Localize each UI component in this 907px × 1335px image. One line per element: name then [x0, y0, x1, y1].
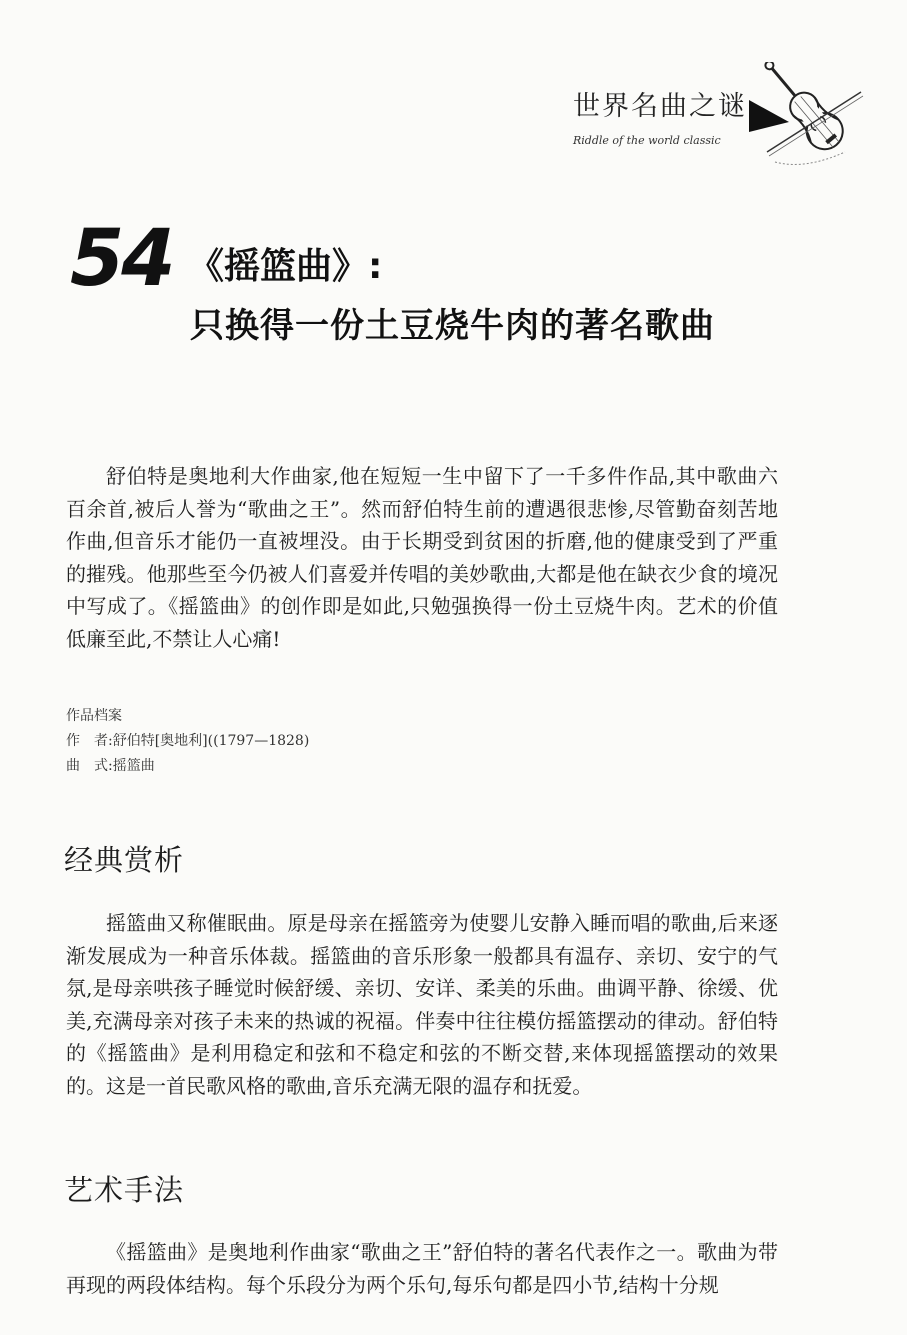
article-title-line1: 《摇篮曲》:	[188, 246, 383, 287]
series-title: 世界名曲之谜	[573, 91, 747, 122]
work-profile	[66, 704, 309, 779]
section-paragraph-appreciation: 摇篮曲又称催眠曲。原是母亲在摇篮旁为使婴儿安静入睡而唱的歌曲,后来逐渐发展成为一种音乐体裁。摇篮曲的音乐形象一般都具有温存、亲切、安宁的气氛,是母亲哄孩子睡觉时候舒缓、亲切、安详、柔美的乐曲。曲调平静、徐缓、优美,充满母亲对孩子未来的热诚的祝福。伴奏中往往模仿摇篮摆动的律动。舒伯特的《摇篮曲》是利用稳定和弦和不稳定和弦的不断交替,来体现摇篮摆动的效果的。这是一首民歌风格的歌曲,音乐充满无限的温存和抚爱。	[66, 911, 778, 1098]
running-header	[567, 62, 867, 172]
article-title-line2: 只换得一份土豆烧牛肉的著名歌曲	[190, 306, 715, 346]
series-subtitle: Riddle of the world classic	[573, 134, 721, 147]
chapter-number: 54	[70, 214, 173, 304]
profile-author: 作 者:舒伯特[奥地利]((1797—1828)	[66, 733, 310, 749]
profile-form: 曲 式:摇篮曲	[66, 758, 155, 774]
section-heading-techniques: 艺术手法	[64, 1173, 185, 1207]
section-paragraph-techniques: 《摇篮曲》是奥地利作曲家“歌曲之王”舒伯特的著名代表作之一。歌曲为带再现的两段体结构。每个乐段分为两个乐句,每乐句都是四小节,结构十分规	[66, 1240, 778, 1297]
intro-paragraph: 舒伯特是奥地利大作曲家,他在短短一生中留下了一千多件作品,其中歌曲六百余首,被后人誉为“歌曲之王”。然而舒伯特生前的遭遇很悲惨,尽管勤奋刻苦地作曲,但音乐才能仍一直被埋没。由于长期受到贫困的折磨,他的健康受到了严重的摧残。他那些至今仍被人们喜爱并传唱的美妙歌曲,大都是他在缺衣少食的境况中写成了。《摇篮曲》的创作即是如此,只勉强换得一份土豆烧牛肉。艺术的价值低廉至此,不禁让人心痛!	[66, 464, 778, 651]
violin-icon	[737, 62, 867, 172]
section-heading-appreciation: 经典赏析	[64, 843, 185, 877]
profile-heading: 作品档案	[66, 708, 122, 724]
